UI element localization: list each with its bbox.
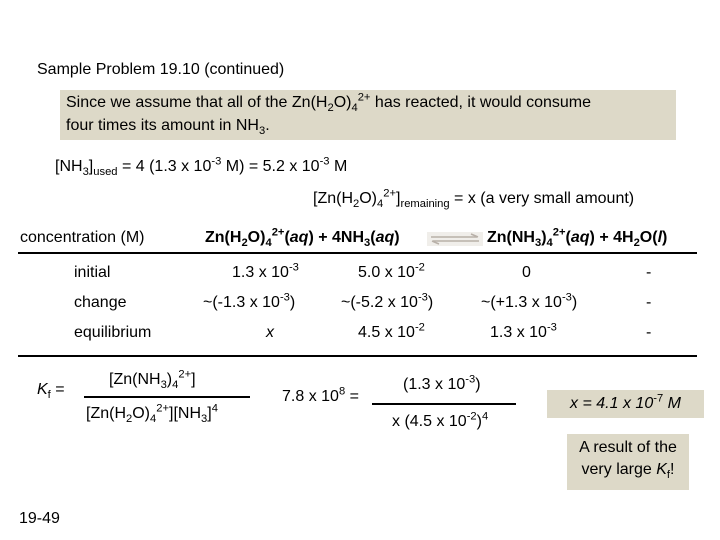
table-top-rule <box>18 252 697 254</box>
change-water: - <box>646 294 652 311</box>
equilibrium-zn: x <box>266 324 274 341</box>
concentration-label: concentration (M) <box>20 229 145 246</box>
change-product: ~(+1.3 x $10^{-3}$) <box>481 291 578 311</box>
calc-fraction-bar <box>372 403 516 405</box>
initial-nh3: 5.0 x $10^{-2}$ <box>358 261 425 281</box>
initial-water: - <box>646 264 652 281</box>
note-line-2: very large $K_f$! <box>581 461 675 482</box>
reaction-reactants: $Zn(H_2O)_4^{2+}(aq) + 4NH_3(aq)$ <box>205 226 400 250</box>
page-title: Sample Problem 19.10 (continued) <box>37 61 285 78</box>
equilibrium-arrow-icon <box>427 232 483 246</box>
calc-denominator: x (4.5 x $10^{-2})^4$ <box>392 410 489 430</box>
assumption-box <box>60 90 676 140</box>
change-nh3: ~(-5.2 x $10^{-3}$) <box>341 291 434 311</box>
assumption-line-2: four times its amount in $NH_3$. <box>66 117 270 138</box>
note-line-1: A result of the <box>579 439 677 456</box>
equilibrium-product: 1.3 x $10^{-3}$ <box>490 321 557 341</box>
equilibrium-nh3: 4.5 x $10^{-2}$ <box>358 321 425 341</box>
row-label-change: change <box>74 294 127 311</box>
nh3-used-equation: $[NH_3]_{used} = 4$ (1.3 x $10^{-3}$ M) = 5.2 x $10^{-3}$ M <box>55 155 348 179</box>
note-box <box>567 434 689 490</box>
kf-numerator: $[Zn(NH_3)_4^{2+}]$ <box>109 368 196 392</box>
table-bottom-rule <box>18 355 697 357</box>
kf-fraction-bar <box>84 396 250 398</box>
kf-label: $K_f$ = <box>37 381 65 402</box>
kf-denominator: $[Zn(H_2O)_4^{2+}][NH_3]^4$ <box>86 402 218 426</box>
calc-numerator: (1.3 x $10^{-3}$) <box>403 373 481 393</box>
initial-zn: 1.3 x $10^{-3}$ <box>232 261 299 281</box>
kf-value: 7.8 x $10^8$ = <box>282 385 359 405</box>
zn-remaining-equation: $[Zn(H_2O)_4^{2+}]_{remaining} = x$ (a very small amount) <box>313 187 635 211</box>
reaction-products: $Zn(NH_3)_4^{2+}(aq) + 4H_2O(l)$ <box>487 226 668 250</box>
equilibrium-water: - <box>646 324 652 341</box>
change-zn: ~(-1.3 x $10^{-3}$) <box>203 291 296 311</box>
row-label-equilibrium: equilibrium <box>74 324 152 341</box>
initial-product: 0 <box>522 264 531 281</box>
assumption-line-1: Since we assume that all of the $Zn(H_2O)_4^{2+}$ has reacted, it would consume <box>66 91 592 115</box>
result-box: x = 4.1 x $10^{-7}$ M <box>547 390 704 418</box>
row-label-initial: initial <box>74 264 111 281</box>
slide-number: 19-49 <box>19 510 60 527</box>
